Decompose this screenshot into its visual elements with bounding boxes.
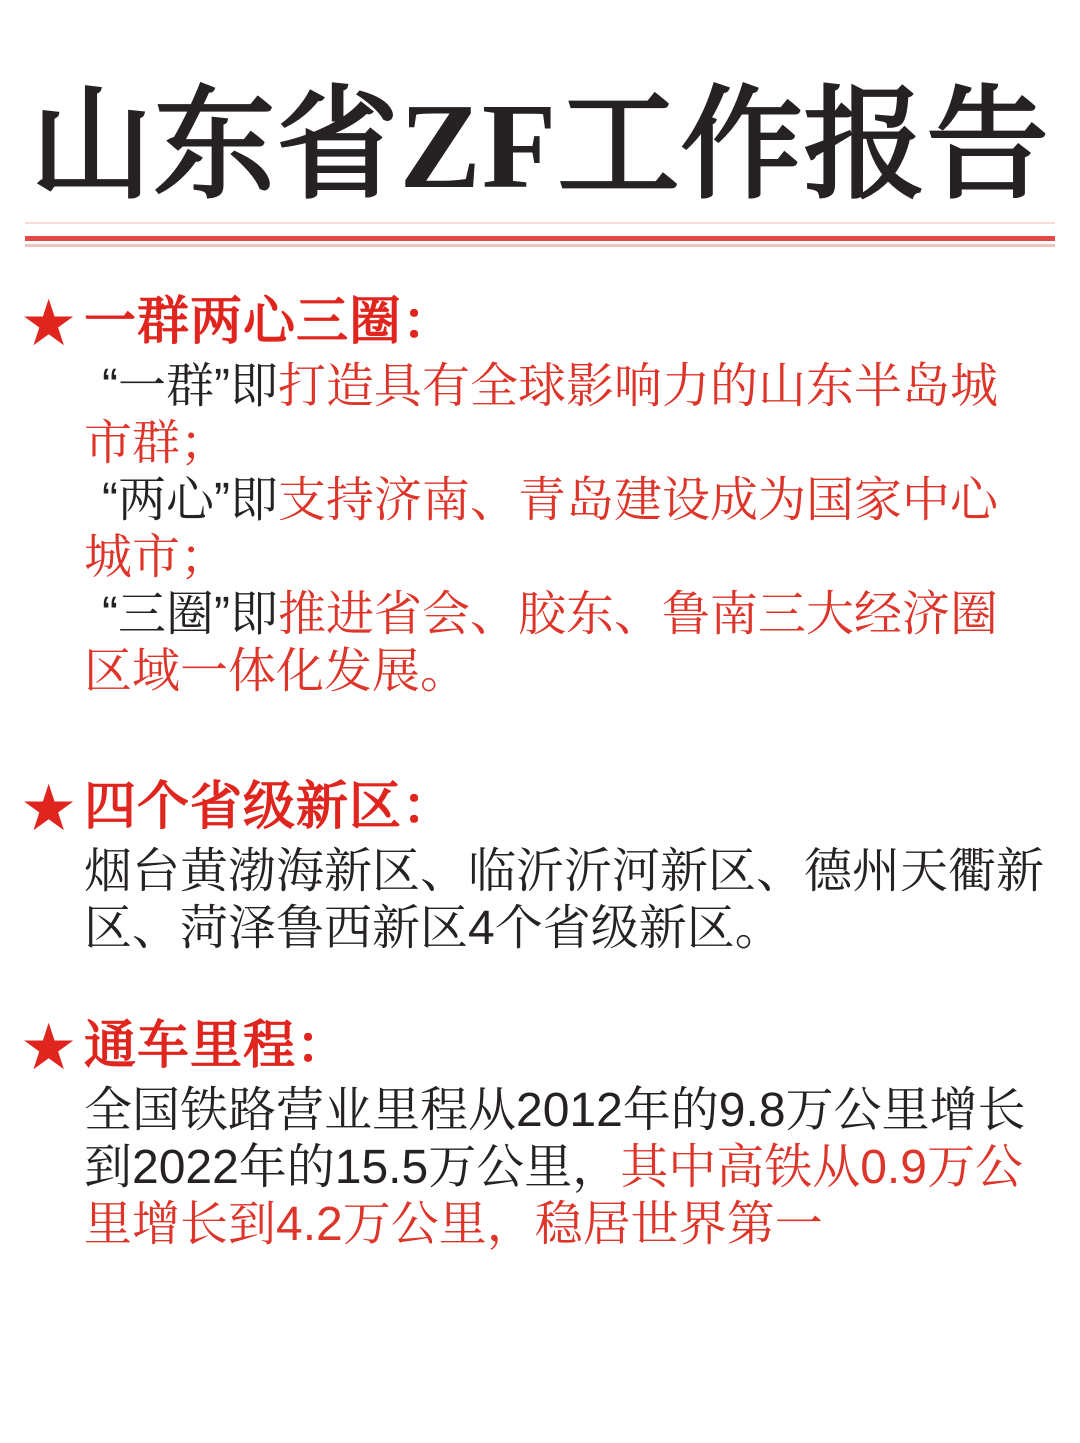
divider-line-strong [25, 236, 1055, 241]
text-line [84, 358, 1056, 415]
page-title: 山东省ZF工作报告 [30, 79, 1050, 214]
text-segment: 推进省会、胶东、鲁南三大经济圈 [277, 588, 998, 641]
star-icon: ★ [20, 287, 78, 359]
divider-line-faint [25, 222, 1055, 224]
text-line [84, 1139, 1056, 1196]
section-heading: 四个省级新区： [84, 778, 456, 837]
text-segment: “三圈”即 [102, 588, 278, 641]
text-line [84, 843, 1056, 900]
text-segment: 烟台黄渤海新区、临沂沂河新区、德州天衢新 [84, 845, 1045, 898]
section-heading: 一群两心三圈： [84, 293, 456, 352]
text-segment: 打造具有全球影响力的山东半岛城 [277, 360, 998, 413]
section-body [84, 1082, 1056, 1253]
text-segment: 里增长到4.2万公里，稳居世界第一 [84, 1198, 823, 1251]
text-segment: 区、菏泽鲁西新区4个省级新区。 [84, 902, 783, 955]
text-line [84, 586, 1056, 643]
section-urban-pattern [20, 287, 1056, 700]
text-segment: 其中高铁从0.9万公 [620, 1141, 1023, 1194]
text-segment: 到2022年的15.5万公里， [84, 1141, 621, 1194]
text-line [84, 900, 1056, 957]
text-segment: “一群”即 [102, 360, 278, 413]
section-header [20, 772, 1056, 844]
divider-line-light [25, 244, 1055, 247]
section-header [20, 287, 1056, 359]
star-icon: ★ [20, 772, 78, 844]
section-body [84, 358, 1056, 700]
section-body [84, 843, 1056, 957]
text-line [84, 415, 1056, 472]
section-new-districts [20, 772, 1056, 957]
text-segment: 全国铁路营业里程从2012年的9.8万公里增长 [84, 1084, 1026, 1137]
content-sections [0, 287, 1080, 1253]
text-line [84, 529, 1056, 586]
title-divider [25, 222, 1055, 247]
section-rail-mileage [20, 1011, 1056, 1253]
text-line [84, 472, 1056, 529]
section-heading: 通车里程： [84, 1017, 350, 1076]
text-segment: “两心”即 [102, 474, 278, 527]
text-line [84, 1082, 1056, 1139]
star-icon: ★ [20, 1011, 78, 1083]
text-segment: 市群； [84, 417, 229, 470]
text-line [84, 1196, 1056, 1253]
text-line [84, 643, 1056, 700]
text-segment: 城市； [84, 531, 229, 584]
text-segment: 支持济南、青岛建设成为国家中心 [277, 474, 998, 527]
section-header [20, 1011, 1056, 1083]
text-segment: 区域一体化发展。 [84, 645, 469, 698]
